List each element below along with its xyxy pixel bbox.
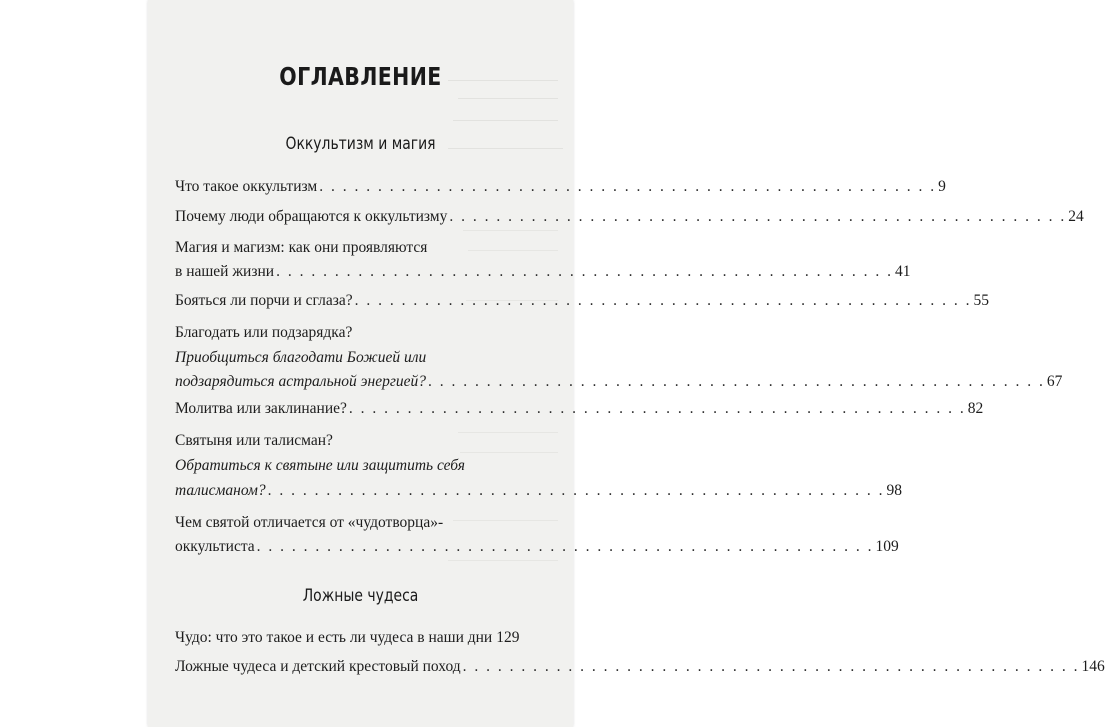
page-title: ОГЛАВЛЕНИЕ xyxy=(279,62,442,91)
toc-page-number: 55 xyxy=(973,292,989,309)
toc-page-number: 67 xyxy=(1046,373,1063,390)
toc-entry-line xyxy=(175,177,946,197)
toc-entry-line xyxy=(175,537,899,557)
book-page xyxy=(148,0,1105,727)
toc-entry-line xyxy=(175,262,911,282)
toc-entry-title: в нашей жизни xyxy=(175,263,275,280)
toc-page-number: 41 xyxy=(894,263,911,280)
toc-entry-line xyxy=(175,399,984,419)
toc-entry-line: Святыня или талисман? xyxy=(175,432,333,449)
toc-entry-line xyxy=(175,207,1084,227)
toc-entry-title: талисманом? xyxy=(175,482,266,499)
dot-leader: . . . . . . . . . . . . . . . . . . . . . . . . . . . . . . . . . . . . . . . . . . . . . . . . . . . . . xyxy=(428,373,1045,390)
toc-page-number: 9 xyxy=(938,178,946,195)
toc-entry-title: подзарядиться астральной энергией? xyxy=(175,373,427,390)
toc-entry-title: Чудо: что это такое и есть ли чудеса в наши дни xyxy=(175,629,493,646)
dot-leader: . . . . . . . . . . . . . . . . . . . . . . . . . . . . . . . . . . . . . . . . . . . . . . . . . . . . . xyxy=(256,538,874,555)
toc-page-number: 82 xyxy=(967,400,984,417)
toc-entry-title: Почему люди обращаются к оккультизму xyxy=(175,208,448,225)
dot-leader: . . . . . . . . . . . . . . . . . . . . . . . . . . . . . . . . . . . . . . . . . . . . . . . . . . . . . xyxy=(319,178,937,195)
toc-entry-line xyxy=(175,657,1105,677)
toc-entry-line: Обратиться к святыне или защитить себя xyxy=(175,457,465,474)
toc-entry-line xyxy=(175,628,520,648)
toc-page-number: 146 xyxy=(1081,658,1105,675)
toc-entry-line: Чем святой отличается от «чудотворца»- xyxy=(175,514,444,531)
toc-entry-line: Магия и магизм: как они проявляются xyxy=(175,239,428,256)
dot-leader: . . . . . . . . . . . . . . . . . . . . . . . . . . . . . . . . . . . . . . . . . . . . . . . . . . . . . xyxy=(267,482,885,499)
toc-page-number: 98 xyxy=(886,482,903,499)
section-heading-occultism: Оккультизм и магия xyxy=(285,134,436,154)
toc-entry-title: Бояться ли порчи и сглаза? xyxy=(175,292,353,309)
toc-entry-title: Что такое оккультизм xyxy=(175,178,318,195)
toc-page-number: 109 xyxy=(875,538,899,555)
toc-entry-line: Приобщиться благодати Божией или xyxy=(175,349,427,366)
dot-leader: . . . . . . . . . . . . . . . . . . . . . . . . . . . . . . . . . . . . . . . . . . . . . . . . . . . . . xyxy=(276,263,893,280)
section-heading-false-miracles: Ложные чудеса xyxy=(302,586,419,606)
dot-leader: . . . . . . . . . . . . . . . . . . . . . . . . . . . . . . . . . . . . . . . . . . . . . . . . . . . . . xyxy=(462,658,1080,675)
toc-page-number: 129 xyxy=(496,629,520,646)
dot-leader: . . . . . . . . . . . . . . . . . . . . . . . . . . . . . . . . . . . . . . . . . . . . . . . . . . . . . xyxy=(348,400,966,417)
toc-entry-line xyxy=(175,291,989,311)
toc-entry-line xyxy=(175,372,1063,392)
dot-leader: . . . . . . . . . . . . . . . . . . . . . . . . . . . . . . . . . . . . . . . . . . . . . . . . . . . . . xyxy=(354,292,972,309)
toc-entry-title: Ложные чудеса и детский крестовый поход xyxy=(175,658,461,675)
toc-page-number: 24 xyxy=(1068,208,1084,225)
dot-leader: . . . . . . . . . . . . . . . . . . . . . . . . . . . . . . . . . . . . . . . . . . . . . . . . . . . . . xyxy=(449,208,1067,225)
toc-entry-title: Молитва или заклинание? xyxy=(175,400,347,417)
toc-entry-line: Благодать или подзарядка? xyxy=(175,324,353,341)
toc-entry-line xyxy=(175,481,903,501)
toc-entry-title: оккультиста xyxy=(175,538,255,555)
